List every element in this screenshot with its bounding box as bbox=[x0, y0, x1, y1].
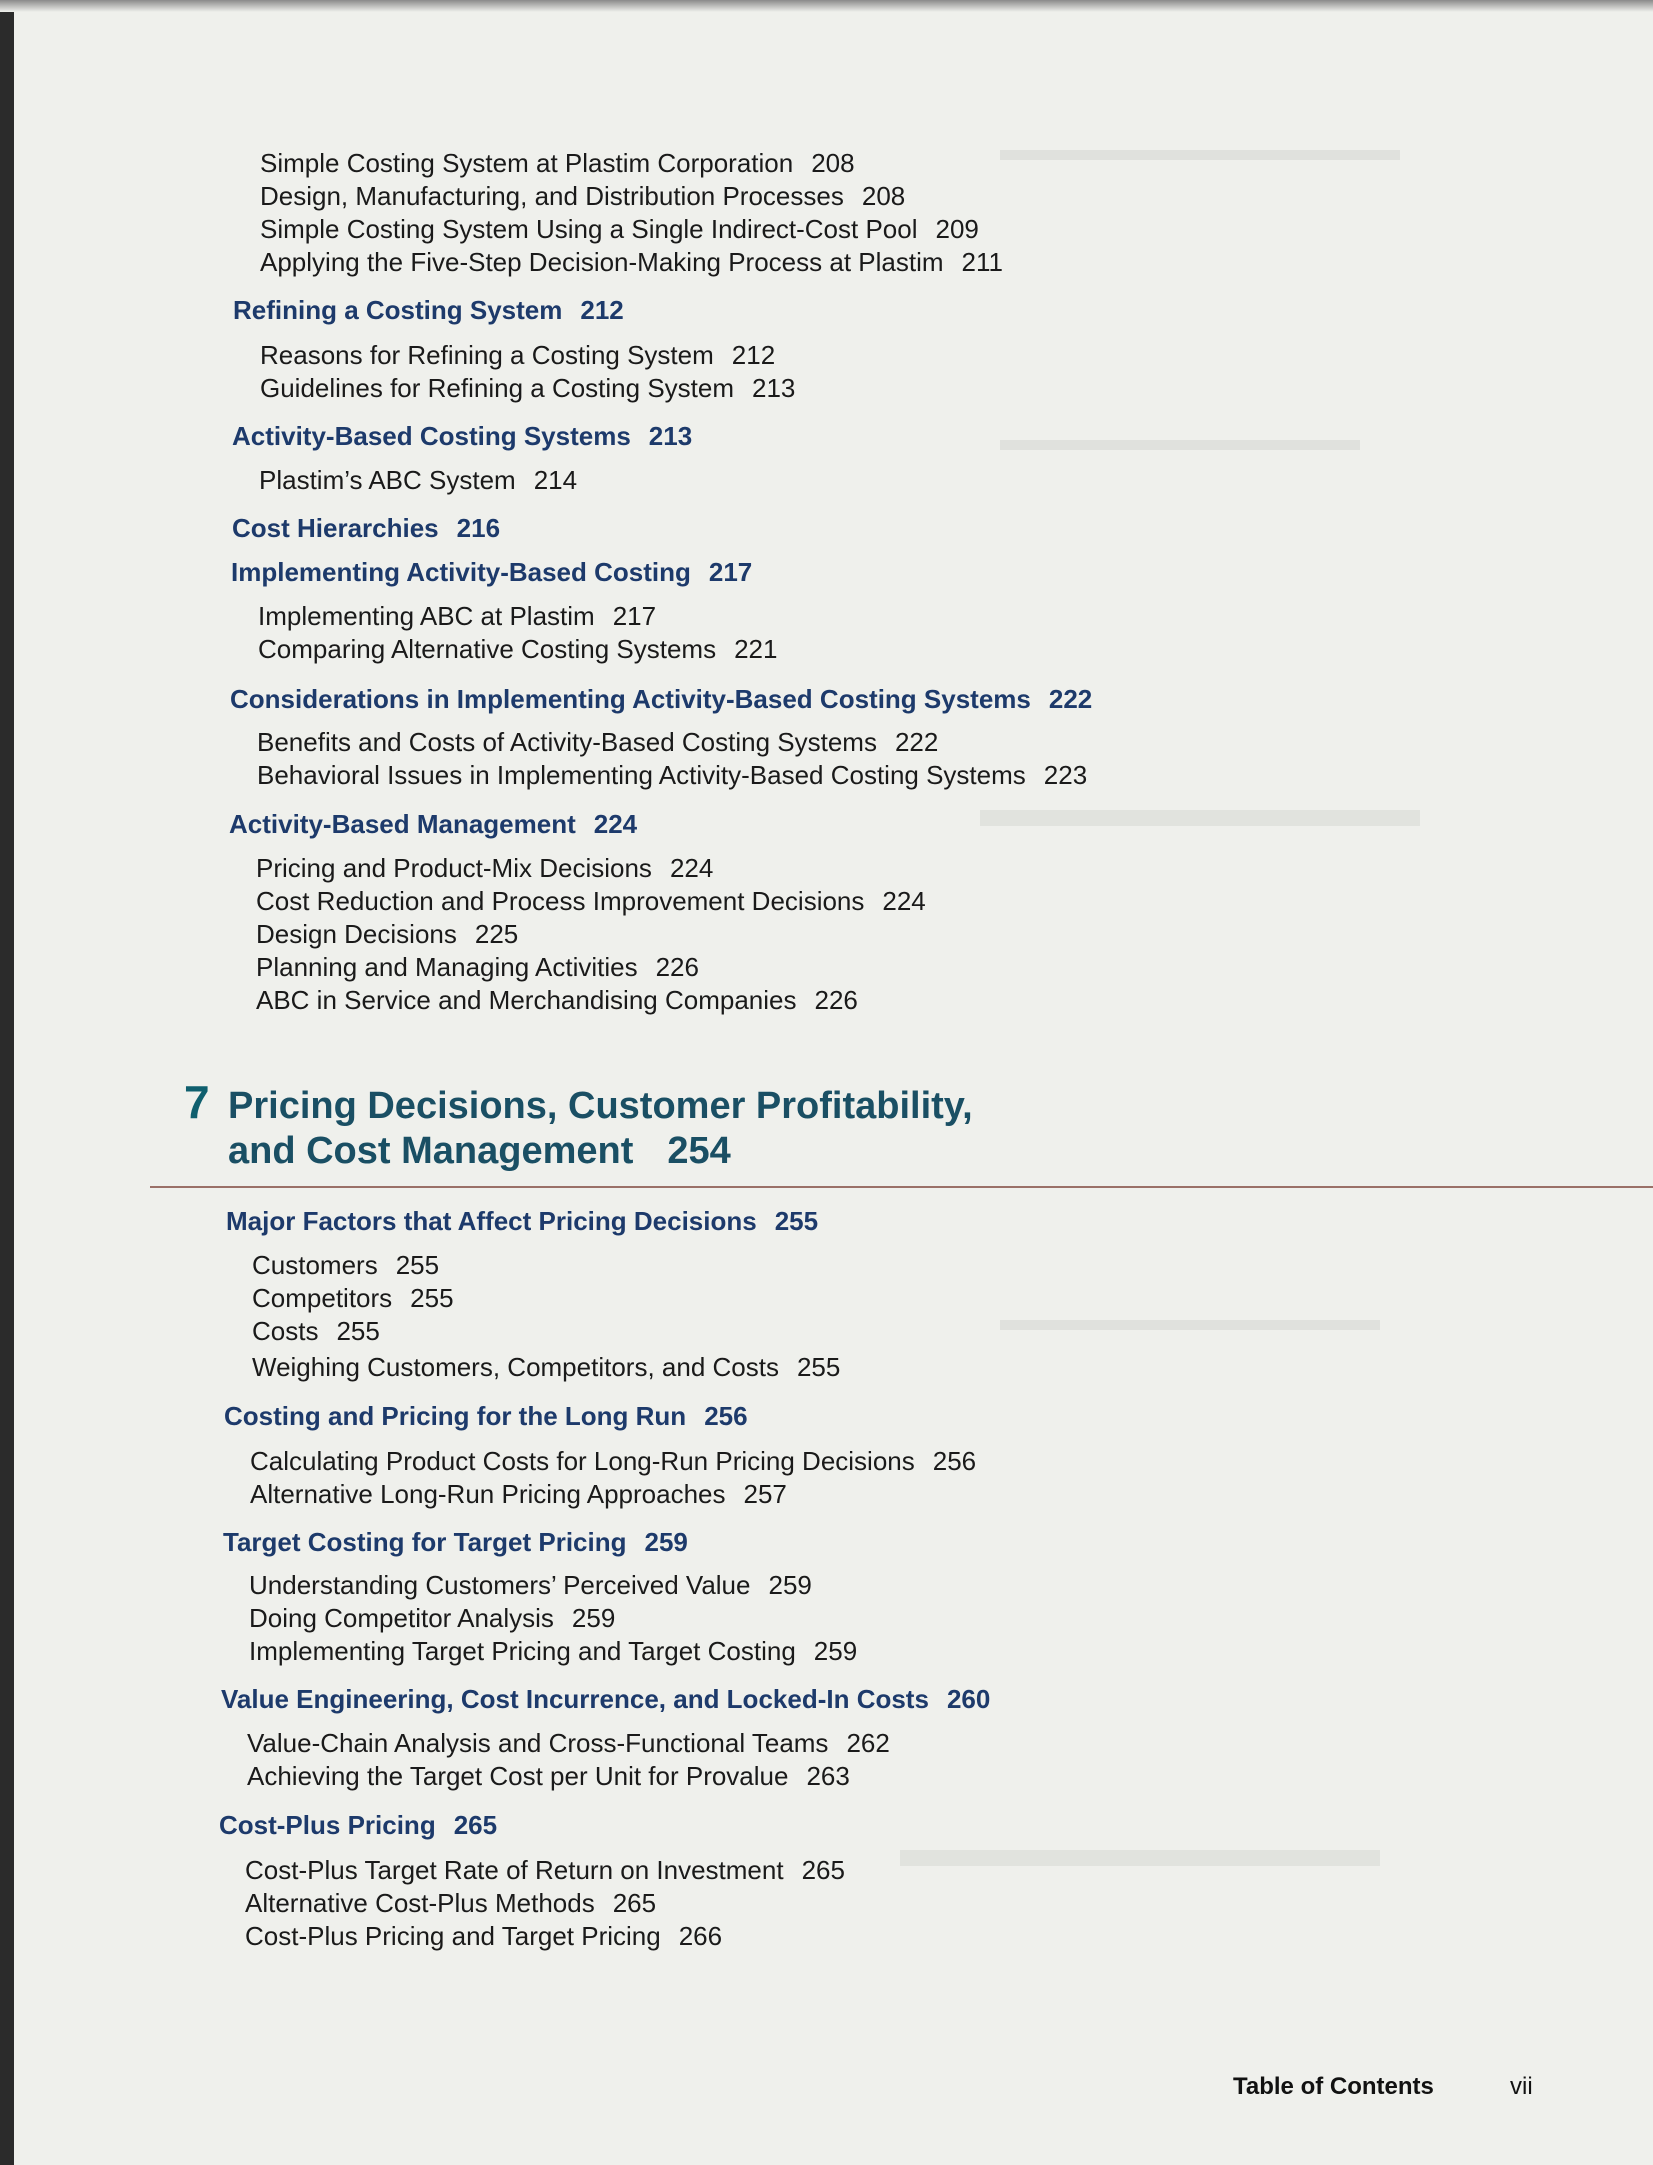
toc-entry[interactable]: Behavioral Issues in Implementing Activity-Based Costing Systems 223 bbox=[257, 760, 1088, 790]
toc-entry[interactable]: Costs 255 bbox=[252, 1316, 380, 1346]
toc-entry[interactable]: Planning and Managing Activities 226 bbox=[256, 952, 699, 982]
scan-top-shadow bbox=[0, 0, 1653, 12]
toc-entry[interactable]: Doing Competitor Analysis 259 bbox=[249, 1603, 616, 1633]
toc-section-long-run[interactable]: Costing and Pricing for the Long Run 256 bbox=[224, 1401, 748, 1431]
toc-entry[interactable]: Applying the Five-Step Decision-Making Process at Plastim 211 bbox=[260, 247, 1003, 277]
toc-entry[interactable]: Plastim’s ABC System 214 bbox=[259, 465, 578, 495]
toc-entry[interactable]: Value-Chain Analysis and Cross-Functional Teams 262 bbox=[247, 1728, 890, 1758]
toc-entry[interactable]: Cost-Plus Target Rate of Return on Investment 265 bbox=[245, 1855, 845, 1885]
toc-entry[interactable]: Pricing and Product-Mix Decisions 224 bbox=[256, 853, 714, 883]
chapter-title-line2[interactable]: and Cost Management 254 bbox=[228, 1130, 731, 1172]
toc-section-major-factors[interactable]: Major Factors that Affect Pricing Decisions 255 bbox=[226, 1206, 819, 1236]
toc-section-cost-plus[interactable]: Cost-Plus Pricing 265 bbox=[219, 1810, 498, 1840]
toc-section-cost-hierarchies[interactable]: Cost Hierarchies 216 bbox=[232, 513, 501, 543]
toc-entry[interactable]: Reasons for Refining a Costing System 212 bbox=[260, 340, 776, 370]
toc-entry[interactable]: ABC in Service and Merchandising Companies 226 bbox=[256, 985, 858, 1015]
chapter-divider-rule bbox=[150, 1186, 1653, 1188]
toc-entry[interactable]: Alternative Cost-Plus Methods 265 bbox=[245, 1888, 657, 1918]
toc-section-implementing-abc[interactable]: Implementing Activity-Based Costing 217 bbox=[231, 557, 753, 587]
toc-entry[interactable]: Simple Costing System at Plastim Corporation 208 bbox=[260, 148, 855, 178]
toc-entry[interactable]: Cost Reduction and Process Improvement Decisions 224 bbox=[256, 886, 926, 916]
toc-entry[interactable]: Weighing Customers, Competitors, and Costs 255 bbox=[252, 1352, 841, 1382]
toc-entry[interactable]: Benefits and Costs of Activity-Based Costing Systems 222 bbox=[257, 727, 939, 757]
toc-entry[interactable]: Implementing ABC at Plastim 217 bbox=[258, 601, 657, 631]
toc-entry[interactable]: Implementing Target Pricing and Target Costing 259 bbox=[249, 1636, 858, 1666]
chapter-number: 7 bbox=[184, 1076, 210, 1128]
toc-entry[interactable]: Design Decisions 225 bbox=[256, 919, 519, 949]
toc-entry[interactable]: Understanding Customers’ Perceived Value 259 bbox=[249, 1570, 812, 1600]
running-footer-title: Table of Contents bbox=[1233, 2073, 1434, 2100]
toc-section-value-engineering[interactable]: Value Engineering, Cost Incurrence, and Locked-In Costs 260 bbox=[221, 1684, 991, 1714]
toc-section-target-costing[interactable]: Target Costing for Target Pricing 259 bbox=[223, 1527, 688, 1557]
toc-section-abc-systems[interactable]: Activity-Based Costing Systems 213 bbox=[232, 421, 693, 451]
toc-entry[interactable]: Comparing Alternative Costing Systems 221 bbox=[258, 634, 778, 664]
toc-entry[interactable]: Calculating Product Costs for Long-Run Pricing Decisions 256 bbox=[250, 1446, 977, 1476]
book-spine-edge bbox=[0, 0, 14, 2165]
chapter-title-line1[interactable]: Pricing Decisions, Customer Profitability, bbox=[228, 1085, 973, 1127]
toc-entry[interactable]: Design, Manufacturing, and Distribution Processes 208 bbox=[260, 181, 906, 211]
toc-entry[interactable]: Alternative Long-Run Pricing Approaches 257 bbox=[250, 1479, 787, 1509]
toc-entry[interactable]: Achieving the Target Cost per Unit for Provalue 263 bbox=[247, 1761, 850, 1791]
toc-section-considerations[interactable]: Considerations in Implementing Activity-Based Costing Systems 222 bbox=[230, 684, 1093, 714]
toc-entry[interactable]: Simple Costing System Using a Single Indirect-Cost Pool 209 bbox=[260, 214, 979, 244]
page-number: vii bbox=[1510, 2073, 1533, 2100]
toc-entry[interactable]: Customers 255 bbox=[252, 1250, 440, 1280]
toc-section-abm[interactable]: Activity-Based Management 224 bbox=[229, 809, 638, 839]
toc-entry[interactable]: Guidelines for Refining a Costing System 213 bbox=[260, 373, 796, 403]
toc-entry[interactable]: Competitors 255 bbox=[252, 1283, 454, 1313]
toc-section-refining[interactable]: Refining a Costing System 212 bbox=[233, 295, 624, 325]
toc-entry[interactable]: Cost-Plus Pricing and Target Pricing 266 bbox=[245, 1921, 723, 1951]
